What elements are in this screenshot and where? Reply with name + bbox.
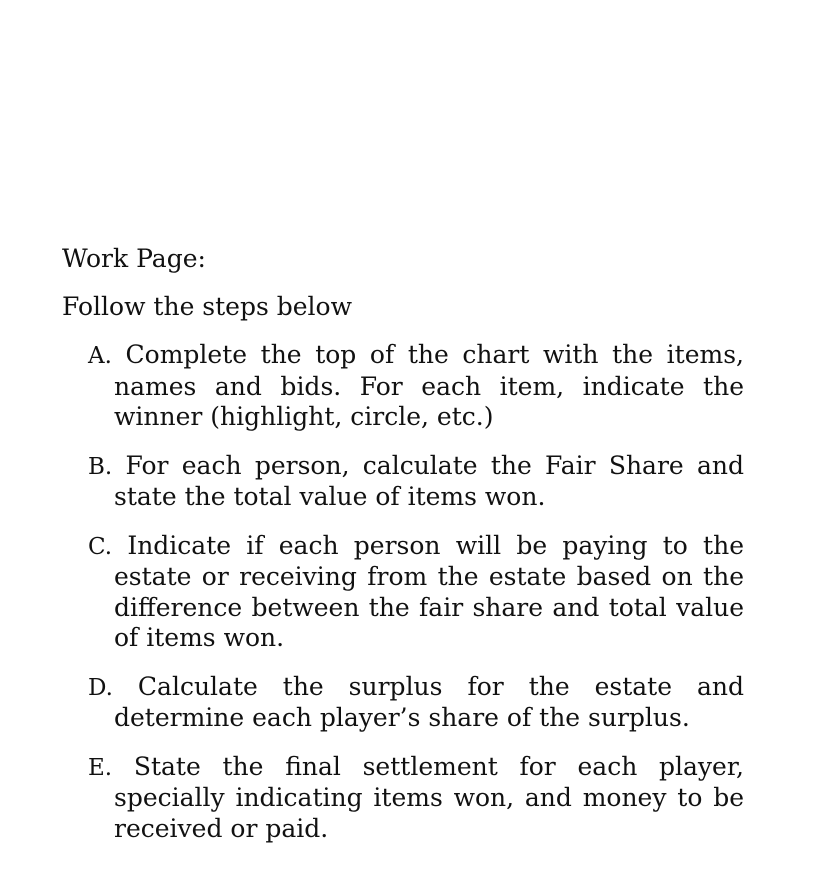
step-e: [88, 752, 744, 845]
step-letter: C.: [88, 533, 113, 560]
step-text: State the final settlement for each player, specially indicating items won, and money to be received or paid.: [114, 751, 745, 843]
step-b: [88, 451, 744, 513]
step-a: [88, 340, 744, 433]
step-text: Calculate the surplus for the estate and determine each player’s share of the surplus.: [114, 671, 744, 732]
instructions-intro: Follow the steps below: [62, 292, 353, 321]
step-text: Complete the top of the chart with the items, names and bids. For each item, indicate the winner (highlight, circle, etc.): [114, 340, 744, 431]
step-letter: B.: [88, 453, 113, 480]
work-page: [62, 244, 752, 862]
page-title: Work Page:: [62, 244, 206, 273]
step-letter: E.: [88, 754, 113, 781]
step-d: [88, 672, 744, 734]
steps-list: [62, 340, 744, 844]
step-c: [88, 531, 744, 654]
step-text: Indicate if each person will be paying to the estate or receiving from the estate based on the difference between the fair share and total value of items won.: [114, 530, 744, 652]
step-letter: A.: [88, 343, 112, 369]
step-letter: D.: [88, 674, 113, 701]
step-text: For each person, calculate the Fair Share and state the total value of items won.: [114, 450, 744, 511]
